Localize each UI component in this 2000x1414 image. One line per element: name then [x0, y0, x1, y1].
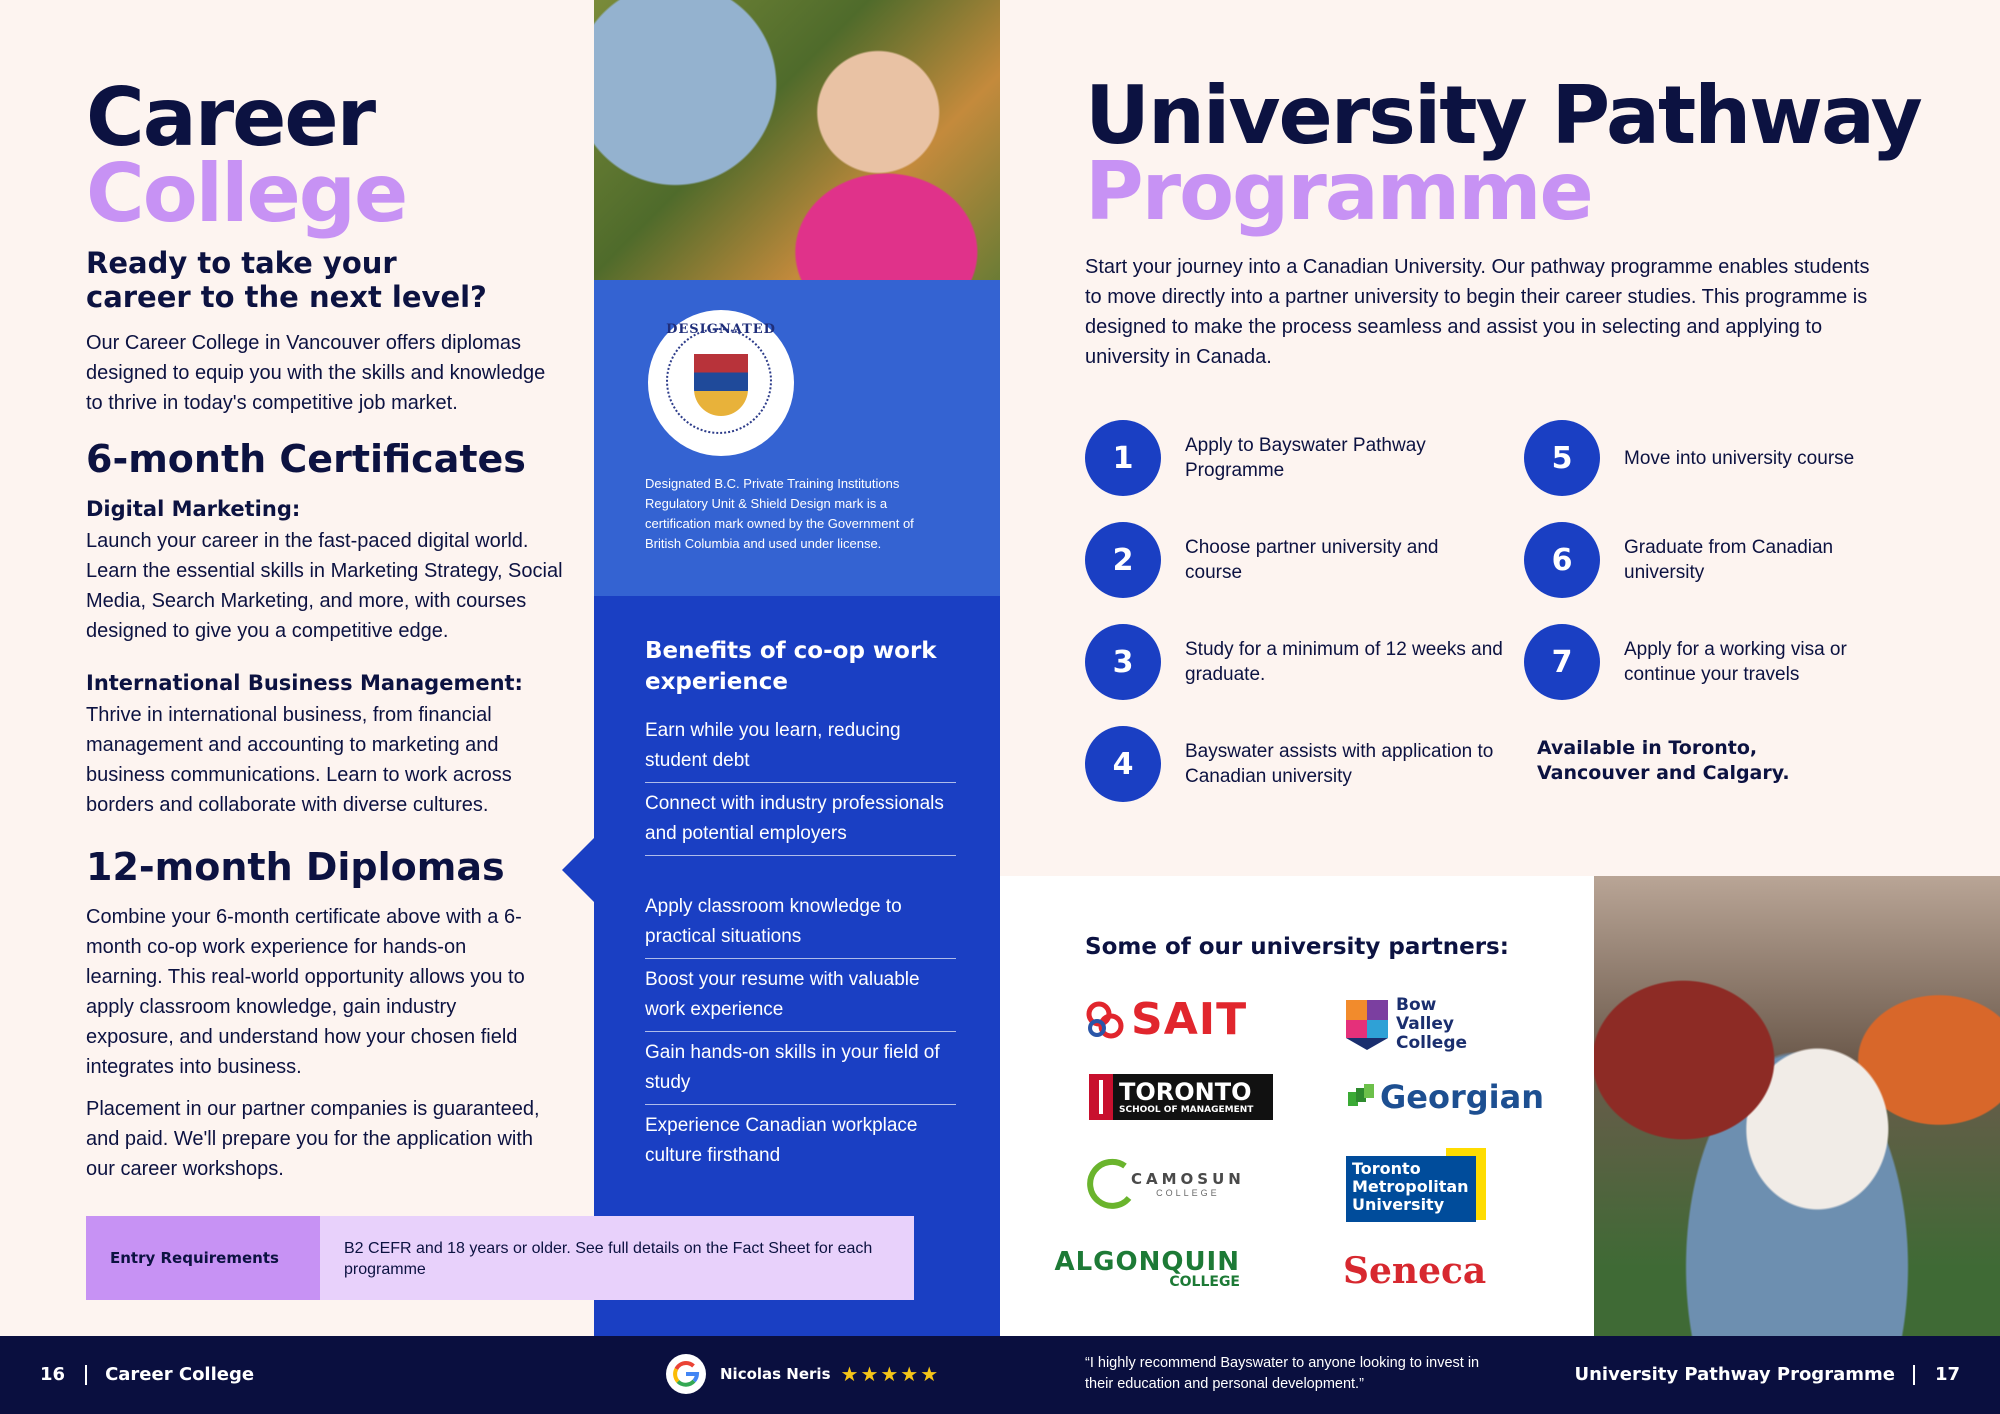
algonquin-wordmark: ALGONQUIN	[1054, 1247, 1240, 1277]
title-programme: Programme	[1085, 145, 1592, 238]
step-number: 1	[1085, 420, 1161, 496]
step-text: Move into university course	[1624, 447, 1855, 469]
step-7	[1524, 624, 1964, 700]
georgian-wordmark: Georgian	[1380, 1078, 1544, 1116]
benefits-title: Benefits of co-op work experience	[645, 638, 937, 695]
digital-marketing-heading: Digital Marketing:	[86, 497, 301, 521]
algonquin-logo	[1054, 1247, 1240, 1290]
designated-seal-logo	[648, 310, 794, 456]
seal-text: DESIGNATED	[666, 322, 776, 337]
benefit-item: Apply classroom knowledge to practical situations	[645, 892, 956, 959]
benefit-item: Connect with industry professionals and potential employers	[645, 789, 956, 856]
step-text: Choose partner university and course	[1185, 537, 1439, 583]
algonquin-subtitle: COLLEGE	[1169, 1274, 1240, 1290]
step-3	[1085, 624, 1505, 700]
students-photo-bottom	[1594, 876, 2000, 1336]
pathway-intro: Start your journey into a Canadian University. Our pathway programme enables students to move directly into a partner university to begin their career studies. This programme is designed to make the process seamless and assist you in selecting and applying to university in Canada.	[1085, 256, 1870, 368]
sait-wordmark: SAIT	[1131, 994, 1248, 1045]
seneca-logo: Seneca	[1343, 1250, 1487, 1292]
benefit-item: Boost your resume with valuable work experience	[645, 965, 956, 1032]
ibm-body: Thrive in international business, from financial management and accounting to marketing and business communications. Learn to work across borders and collaborate with diverse cultures.	[86, 704, 512, 816]
title-college: College	[86, 147, 407, 240]
review-quote: “I highly recommend Bayswater to anyone looking to invest in their education and personal development.”	[1085, 1355, 1480, 1392]
sait-logo	[1085, 994, 1247, 1045]
step-2	[1085, 522, 1505, 598]
step-number: 4	[1085, 726, 1161, 802]
intro-body: Our Career College in Vancouver offers diplomas designed to equip you with the skills and knowledge to thrive in today's competitive job market.	[86, 332, 546, 414]
step-text: Apply to Bayswater Pathway Programme	[1185, 435, 1426, 481]
google-review	[666, 1354, 940, 1394]
step-number: 6	[1524, 522, 1600, 598]
step-number: 5	[1524, 420, 1600, 496]
reviewer-name: Nicolas Neris	[720, 1365, 831, 1383]
step-4	[1085, 726, 1505, 802]
toronto-som-logo	[1089, 1074, 1273, 1120]
toronto-wordmark: TORONTO	[1119, 1077, 1252, 1106]
pathway-title	[1085, 69, 1921, 238]
certificates-heading: 6-month Certificates	[86, 437, 526, 481]
camosun-logo	[1085, 1158, 1245, 1210]
camosun-emblem-icon	[1085, 1158, 1137, 1210]
entry-requirements-text: B2 CEFR and 18 years or older. See full details on the Fact Sheet for each programme	[320, 1216, 914, 1300]
bc-shield-icon	[694, 354, 748, 416]
footer-divider	[1913, 1365, 1915, 1385]
page-number-right: 17	[1934, 1364, 1960, 1385]
ibm-heading: International Business Management:	[86, 671, 523, 695]
georgian-logo	[1346, 1078, 1544, 1116]
tmu-logo	[1346, 1148, 1490, 1224]
placement-body: Placement in our partner companies is guaranteed, and paid. We'll prepare you for the application with our career workshops.	[86, 1098, 540, 1180]
bow-valley-logo	[1346, 996, 1496, 1053]
benefit-item: Gain hands-on skills in your field of study	[645, 1038, 956, 1105]
entry-requirements-label: Entry Requirements	[86, 1216, 320, 1300]
diplomas-body: Combine your 6-month certificate above with a 6-month co-op work experience for hands-on learning. This real-world opportunity allows you to apply classroom knowledge, gain industry exposure, and understand how your chosen field integrates into business.	[86, 906, 525, 1078]
step-text: Bayswater assists with application to Canadian university	[1185, 741, 1494, 787]
step-1	[1085, 420, 1505, 496]
sait-emblem-icon	[1085, 1000, 1125, 1040]
benefit-item: Experience Canadian workplace culture firsthand	[645, 1115, 918, 1166]
step-number: 3	[1085, 624, 1161, 700]
career-college-title	[86, 71, 407, 240]
georgian-emblem-icon	[1346, 1082, 1376, 1112]
diplomas-heading: 12-month Diplomas	[86, 845, 505, 889]
footer-bar	[0, 1336, 2000, 1414]
step-5	[1524, 420, 1964, 496]
student-photo-top	[594, 0, 1000, 280]
footer-divider	[85, 1365, 87, 1385]
camosun-subtitle: COLLEGE	[1156, 1188, 1220, 1198]
footer-section-right: University Pathway Programme	[1574, 1364, 1895, 1385]
camosun-wordmark: CAMOSUN	[1131, 1170, 1245, 1188]
toronto-subtitle: SCHOOL OF MANAGEMENT	[1119, 1104, 1254, 1115]
step-6	[1524, 522, 1964, 598]
certification-notice: Designated B.C. Private Training Institutions Regulatory Unit & Shield Design mark is a certification mark owned by the Government of British Columbia and used under license.	[645, 476, 914, 551]
page-number-left: 16	[40, 1364, 66, 1385]
step-number: 2	[1085, 522, 1161, 598]
rating-stars-icon: ★★★★★	[840, 1362, 941, 1386]
panel-pointer	[562, 838, 594, 902]
step-text: Apply for a working visa or continue your travels	[1624, 639, 1847, 685]
step-number: 7	[1524, 624, 1600, 700]
partners-heading: Some of our university partners:	[1085, 934, 1509, 960]
intro-heading: Ready to take your career to the next level?	[86, 246, 487, 314]
footer-right	[1574, 1364, 1960, 1385]
google-icon	[666, 1354, 706, 1394]
step-text: Study for a minimum of 12 weeks and graduate.	[1185, 639, 1503, 685]
title-career: Career	[86, 71, 375, 164]
availability-note: Available in Toronto, Vancouver and Calgary.	[1537, 737, 1790, 784]
step-text: Graduate from Canadian university	[1624, 537, 1834, 583]
bow-valley-emblem-icon	[1346, 1000, 1388, 1050]
cn-tower-icon	[1089, 1074, 1113, 1120]
title-university-pathway: University Pathway	[1085, 69, 1921, 162]
footer-section-left: Career College	[105, 1364, 255, 1385]
tmu-wordmark: Toronto Metropolitan University	[1346, 1156, 1476, 1222]
footer-left	[40, 1364, 254, 1385]
digital-marketing-body: Launch your career in the fast-paced digital world. Learn the essential skills in Marketing Strategy, Social Media, Search Marketing, and more, with courses designed to give you a competitive edge.	[86, 530, 563, 642]
benefit-item: Earn while you learn, reducing student debt	[645, 716, 956, 783]
bow-valley-wordmark: Bow Valley College	[1396, 995, 1468, 1053]
